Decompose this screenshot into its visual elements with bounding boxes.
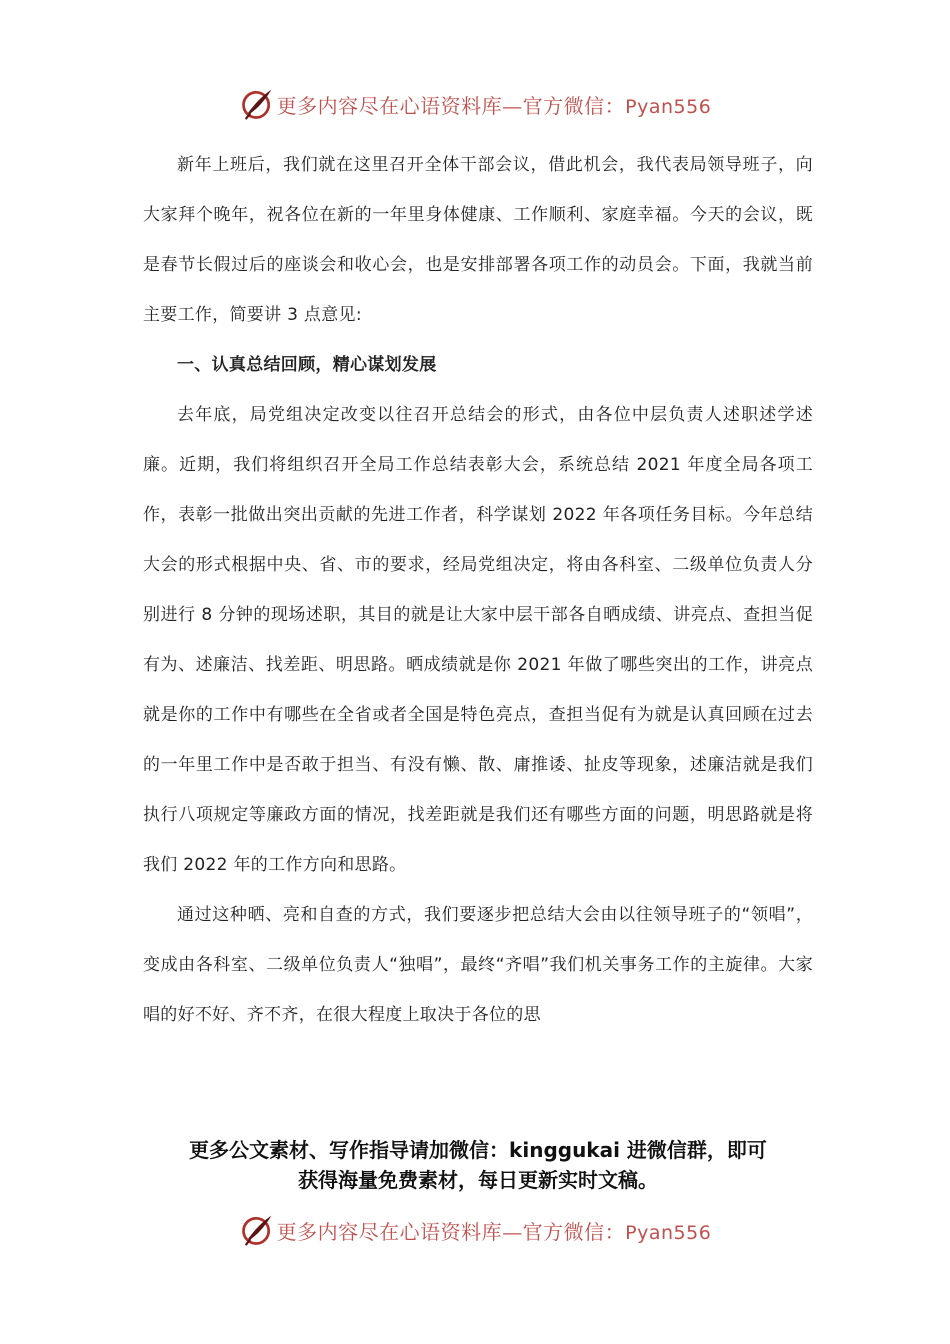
quill-logo-icon: [239, 86, 275, 122]
paragraph-review: 去年底，局党组决定改变以往召开总结会的形式，由各位中层负责人述职述学述廉。近期，我们将组织召开全局工作总结表彰大会，系统总结 2021 年度全局各项工作，表彰一批做出突出贡献的先进工作者，科学谋划 2022 年各项任务目标。今年总结大会的形式根据中央、省、市的要求，经局党组决定，将由各科室、二级单位负责人分别进行 8 分钟的现场述职，其目的就是让大家中层干部各自晒成绩、讲亮点、查担当促有为、述廉洁、找差距、明思路。晒成绩就是你 2021 年做了哪些突出的工作，讲亮点就是你的工作中有哪些在全省或者全国是特色亮点，查担当促有为就是认真回顾在过去的一年里工作中是否敢于担当、有没有懒、散、庸推诿、扯皮等现象，述廉洁就是我们执行八项规定等廉政方面的情况，找差距就是我们还有哪些方面的问题，明思路就是将我们 2022 年的工作方向和思路。: [143, 405, 813, 875]
header-banner-text: 更多内容尽在心语资料库—官方微信：Pyan556: [276, 93, 712, 118]
paragraph-intro: 新年上班后，我们就在这里召开全体干部会议，借此机会，我代表局领导班子，向大家拜个晚年，祝各位在新的一年里身体健康、工作顺利、家庭幸福。今天的会议，既是春节长假过后的座谈会和收心会，也是安排部署各项工作的动员会。下面，我就当前主要工作，简要讲 3 点意见:: [143, 155, 813, 325]
header-banner: [0, 82, 950, 126]
footer-note: [143, 1135, 813, 1195]
header-wechat-id: Pyan556: [625, 95, 712, 118]
footer-wechat-id: Pyan556: [625, 1221, 712, 1244]
paragraph-method: 通过这种晒、亮和自查的方式，我们要逐步把总结大会由以往领导班子的“领唱”，变成由各科室、二级单位负责人“独唱”，最终“齐唱”我们机关事务工作的主旋律。大家唱的好不好、齐不齐，在很大程度上取决于各位的思: [143, 905, 813, 1025]
footer-note-line-2: 获得海量免费素材，每日更新实时文稿。: [298, 1168, 658, 1192]
quill-logo-icon: [239, 1212, 275, 1248]
footer-banner: [0, 1208, 950, 1252]
footer-note-line-1: 更多公文素材、写作指导请加微信：kinggukai 进微信群，即可: [189, 1138, 767, 1162]
footer-banner-text: 更多内容尽在心语资料库—官方微信：Pyan556: [276, 1219, 712, 1244]
section-heading: 一、认真总结回顾，精心谋划发展: [177, 355, 437, 375]
document-body: [143, 140, 813, 1040]
